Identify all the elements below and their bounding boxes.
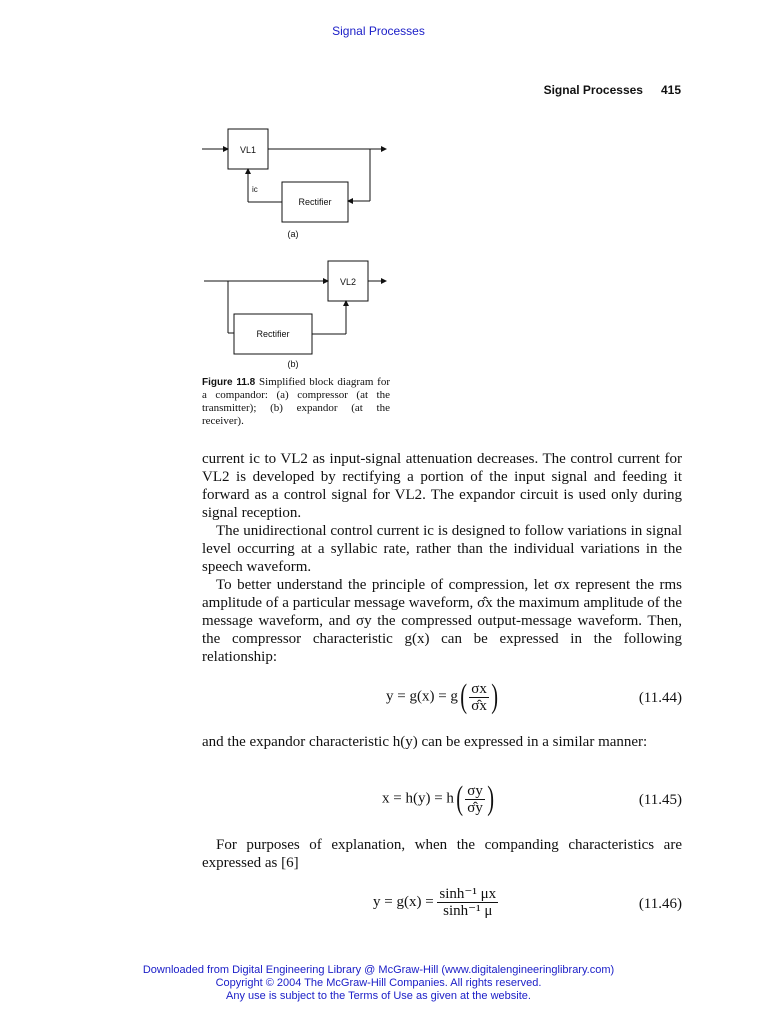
current-label: ic	[252, 185, 258, 194]
eq44-numerator: σx	[471, 680, 487, 697]
eq45-lhs: x = h(y) = h	[382, 790, 454, 807]
figure-label-b: (b)	[287, 359, 299, 369]
footer-download-link[interactable]: Downloaded from Digital Engineering Library @ McGraw-Hill (www.digitalengineeringlibrary.com)	[142, 964, 615, 976]
eq44-lhs: y = g(x) = g	[386, 688, 458, 705]
rectifier-b-label: Rectifier	[256, 329, 290, 339]
paragraph-2: The unidirectional control current ic is designed to follow variations in signal level occurring at a syllabic rate, rather than the individual variations in the speech waveform.	[202, 523, 682, 575]
eq46-number: (11.46)	[638, 896, 682, 912]
figure-caption	[202, 376, 390, 428]
paragraph-5: For purposes of explanation, when the companding characteristics are expressed as [6]	[202, 837, 682, 871]
diagram-a	[202, 129, 386, 222]
block-diagram-svg	[196, 118, 396, 368]
footer-terms[interactable]: Any use is subject to the Terms of Use as given at the website.	[226, 990, 531, 1002]
paragraph-1: current ic to VL2 as input-signal attenuation decreases. The control current for VL2 is developed by rectifying a portion of the input signal and feeding it forward as a control signal for VL2. The expandor circuit is used only during signal reception.	[202, 451, 682, 521]
footer-copyright[interactable]: Copyright © 2004 The McGraw-Hill Companies. All rights reserved.	[215, 977, 542, 989]
vl1-label: VL1	[239, 145, 257, 155]
vl2-label: VL2	[339, 277, 357, 287]
top-header-link[interactable]: Signal Processes	[332, 24, 425, 38]
equation-11-46	[202, 886, 682, 926]
paragraph-4: and the expandor characteristic h(y) can be expressed in a similar manner:	[202, 734, 648, 750]
eq46-numerator: sinh⁻¹ μx	[439, 886, 497, 902]
eq45-numerator: σy	[467, 782, 483, 799]
block-diagram-figure	[196, 118, 396, 368]
eq44-number: (11.44)	[638, 690, 682, 706]
diagram-b	[204, 261, 386, 354]
paragraph-3: To better understand the principle of compression, let σx represent the rms amplitude of a particular message waveform, σ̂x the maximum amplitude of the message waveform, and σy the compressed output-message waveform. Then, the compressor characteristic g(x) can be expressed in the following relationship:	[202, 577, 682, 665]
caption-text: Simplified block diagram for a compandor: (a) compressor (at the transmitter); (b) expandor (at the receiver).	[202, 376, 390, 427]
eq46-lhs: y = g(x) =	[373, 894, 434, 910]
eq46-denominator: sinh⁻¹ μ	[443, 903, 493, 919]
footer	[0, 964, 757, 1003]
eq44-denominator: σ̂x	[471, 697, 487, 714]
running-title: Signal Processes	[543, 83, 643, 97]
eq45-number: (11.45)	[638, 792, 682, 808]
equation-11-44: y = g(x) = g( $\frac{\sigma x}{\sigmâx}$ ) (11.44)	[386, 678, 682, 715]
caption-label: Figure 11.8	[202, 377, 256, 388]
page-number: 415	[660, 83, 681, 97]
equation-11-45: x = h(y) = h( $\frac{\sigma y}{\sigmây}$ ) (11.45)	[382, 780, 682, 817]
running-head	[400, 83, 681, 97]
rectifier-a-label: Rectifier	[298, 197, 332, 207]
eq45-denominator: σ̂y	[467, 799, 483, 816]
figure-label-a: (a)	[287, 229, 299, 239]
